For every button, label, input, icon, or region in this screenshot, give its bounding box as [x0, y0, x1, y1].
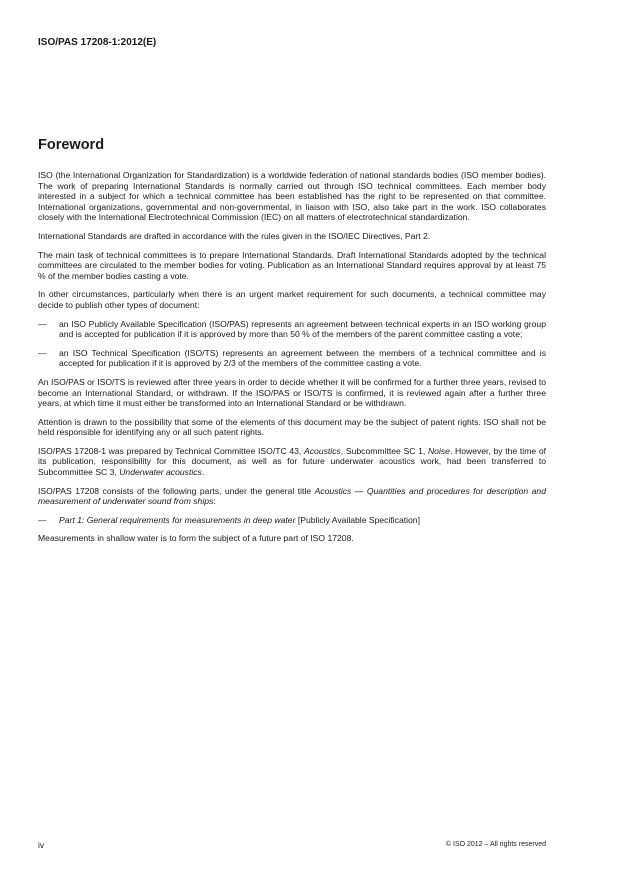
dash-bullet: — [38, 318, 47, 329]
text-run: . However, by the time of its publication, responsibility for this document, as well as for future underwater acoustics work, had been transferred to Subcommittee SC 3, [38, 445, 546, 478]
dash-bullet: — [38, 514, 47, 525]
foreword-body [38, 170, 546, 552]
list-item-part-1 [38, 515, 546, 526]
subcommittee-name: Noise [427, 445, 450, 456]
part-title: Part 1: General requirements for measurements in deep water [59, 514, 296, 525]
list-item-iso-pas [38, 319, 546, 340]
page-number: iv [38, 840, 45, 850]
paragraph-patent: Attention is drawn to the possibility that some of the elements of this document may be the subject of patent rights. ISO shall not be held responsible for identifying any or all such patent rights. [38, 416, 546, 438]
paragraph-review: An ISO/PAS or ISO/TS is reviewed after three years in order to decide whether it will be confirmed for a further three years, revised to become an International Standard, or withdrawn. If the ISO/PAS or ISO/TS is confirmed, it is reviewed again after a further three years, at which time it must either be transformed into an International Standard or be withdrawn. [38, 376, 546, 409]
paragraph-drafting-rules: International Standards are drafted in accordance with the rules given in the ISO/IEC Directives, Part 2. [38, 230, 431, 241]
text-run: : [213, 496, 216, 507]
subcommittee-name: Underwater acoustics [119, 467, 202, 478]
document-header: ISO/PAS 17208-1:2012(E) [38, 37, 157, 48]
text-run: ISO/PAS 17208-1 was prepared by Technical Committee ISO/TC 43, [38, 445, 305, 456]
list-item-text [59, 515, 420, 525]
general-title: Acoustics — Quantities and procedures for description and measurement of underwater sound from ships [38, 485, 546, 507]
page-title: Foreword [38, 137, 105, 153]
list-item-iso-ts [38, 348, 546, 369]
copyright-notice: © ISO 2012 – All rights reserved [445, 841, 546, 848]
list-item-text: an ISO Technical Specification (ISO/TS) represents an agreement between the members of a technical committee and is accepted for publication if it is approved by 2/3 of the members of the committee casting a vote. [59, 347, 546, 369]
paragraph-shallow-water: Measurements in shallow water is to form the subject of a future part of ISO 17208. [38, 533, 354, 544]
paragraph-parts [38, 486, 546, 507]
text-run: ISO/PAS 17208 consists of the following parts, under the general title [38, 485, 315, 496]
text-run: . [201, 467, 205, 478]
paragraph-prepared-by [38, 446, 546, 478]
paragraph-main-task: The main task of technical committees is to prepare International Standards. Draft International Standards adopted by the technical committees are circulated to the member bodies for voting. Publication as an International Standard requires approval by at least 75 % of the member bodies casting a vote. [38, 249, 546, 281]
paragraph-iso-intro: ISO (the International Organization for Standardization) is a worldwide federation of national standards bodies (ISO member bodies). The work of preparing International Standards is normally carried out through ISO technical committees. Each member body interested in a subject for which a technical committee has been established has the right to be represented on that committee. International organizations, governmental and non-governmental, in liaison with ISO, also take part in the work. ISO collaborates closely with the International Electrotechnical Commission (IEC) on all matters of electrotechnical standardization. [38, 170, 546, 223]
paragraph-other-circumstances: In other circumstances, particularly when there is an urgent market requirement for such documents, a technical committee may decide to publish other types of document: [38, 289, 546, 310]
text-run: , Subcommittee SC 1, [340, 445, 428, 456]
committee-name: Acoustics [304, 445, 341, 456]
list-item-text: an ISO Publicly Available Specification (ISO/PAS) represents an agreement between technical experts in an ISO working group and is accepted for publication if it is approved by more than 50 % of the members of the parent committee casting a vote; [59, 318, 546, 340]
dash-bullet: — [38, 347, 47, 358]
text-run: [Publicly Available Specification] [295, 514, 420, 525]
